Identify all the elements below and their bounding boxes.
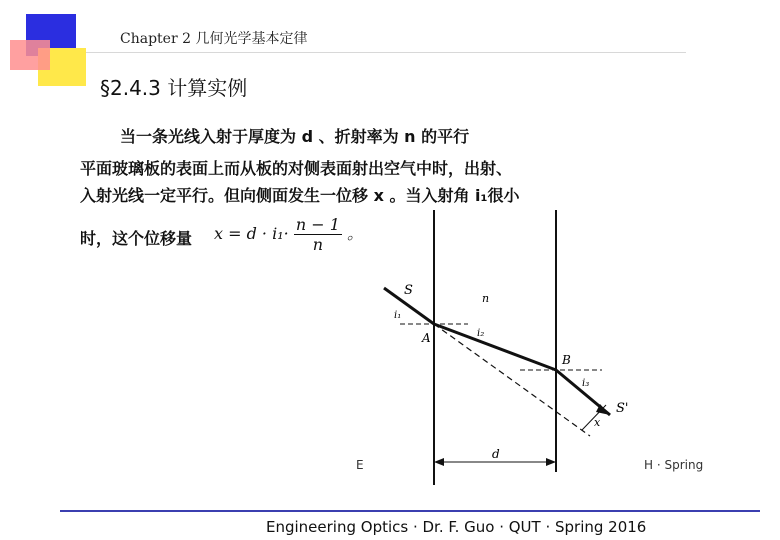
overlap-fragment-left: E — [356, 458, 364, 472]
plate-refraction-diagram — [370, 210, 640, 495]
label-S-prime: S' — [616, 401, 629, 416]
refracted-ray — [434, 324, 556, 370]
label-i2: i₂ — [477, 328, 485, 339]
chapter-title: Chapter 2 几何光学基本定律 — [120, 31, 308, 47]
text-line-3: 入射光线一定平行。但向侧面发生一位移 x 。当入射角 i₁很小 — [80, 186, 520, 205]
overlap-fragment-right: H · Spring — [644, 458, 704, 472]
displacement-formula — [214, 215, 363, 254]
label-S: S — [404, 283, 413, 298]
label-n: n — [482, 292, 490, 305]
formula-numerator: n − 1 — [295, 215, 340, 234]
header-divider — [86, 52, 686, 53]
section-title: §2.4.3 计算实例 — [100, 76, 248, 100]
text-line-4: 时，这个位移量 — [80, 229, 193, 248]
label-x: x — [594, 416, 601, 429]
formula-denominator: n — [312, 235, 323, 254]
thickness-arrow-right — [546, 458, 556, 466]
formula-end: 。 — [346, 224, 363, 243]
label-d: d — [492, 447, 500, 461]
thickness-arrow-left — [434, 458, 444, 466]
decor-red-square — [10, 40, 50, 70]
label-B: B — [562, 353, 571, 367]
label-i1: i₁ — [394, 310, 402, 321]
text-line-2: 平面玻璃板的表面上而从板的对侧表面射出空气中时，出射、 — [80, 159, 513, 178]
text-line-1: 当一条光线入射于厚度为 d 、折射率为 n 的平行 — [120, 127, 470, 146]
footer-text: Engineering Optics · Dr. F. Guo · QUT · Spring 2016 — [266, 518, 647, 536]
footer-divider — [60, 510, 760, 512]
formula-lhs: x = d · i₁· — [214, 224, 289, 243]
formula-fraction — [294, 215, 342, 254]
label-i3: i₃ — [582, 378, 590, 389]
label-A: A — [422, 331, 431, 345]
